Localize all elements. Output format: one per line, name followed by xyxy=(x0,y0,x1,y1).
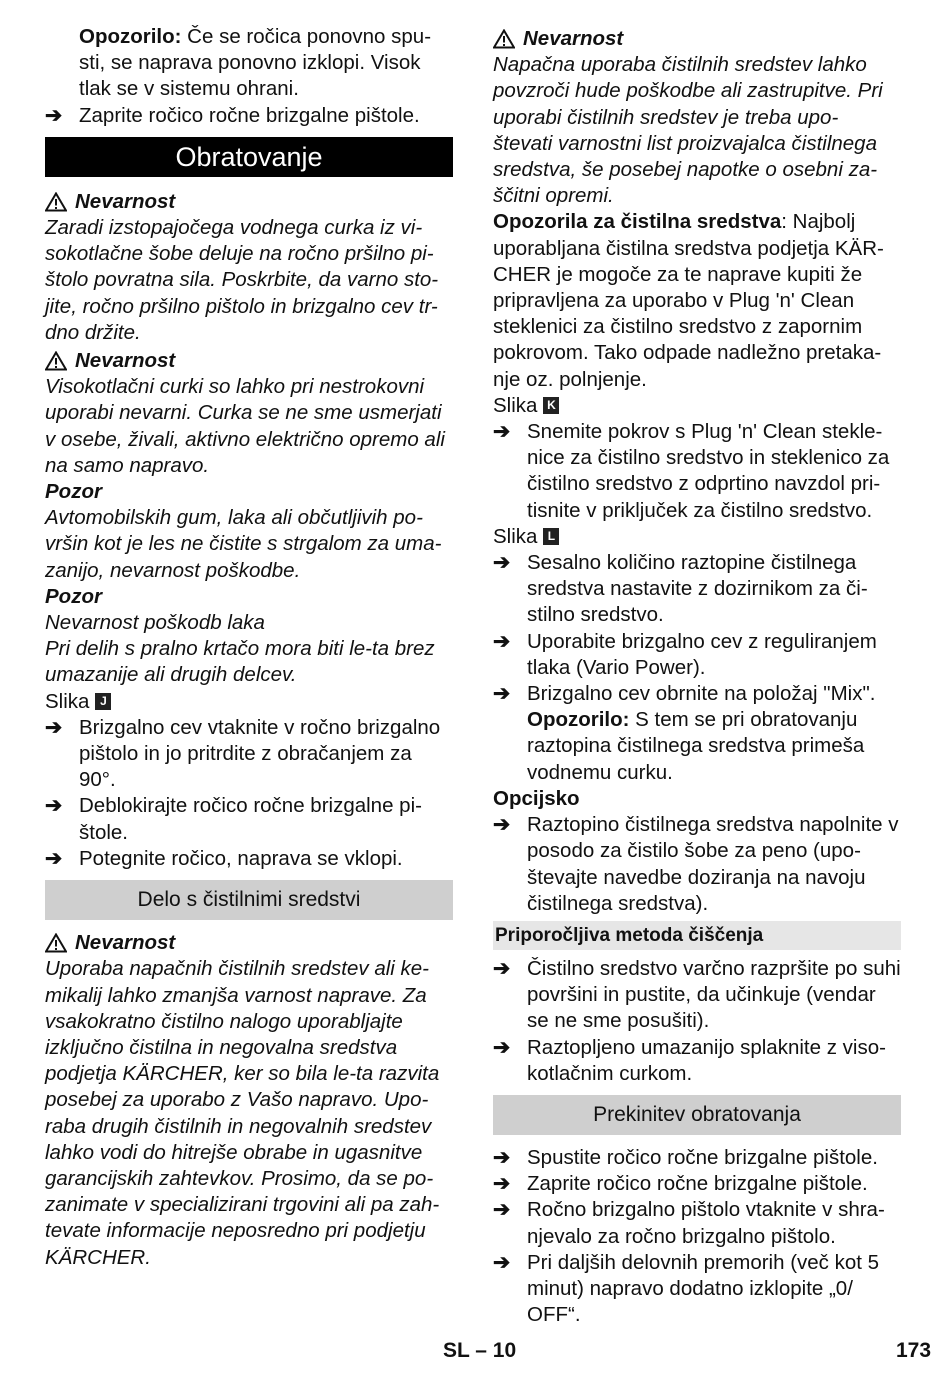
arrow-right-icon: ➔ xyxy=(493,1250,511,1274)
arrow-right-icon: ➔ xyxy=(493,551,511,575)
figure-reference: Slika L xyxy=(493,524,901,550)
warning-triangle-icon xyxy=(45,933,67,953)
arrow-right-icon: ➔ xyxy=(45,715,63,739)
warning-triangle-icon xyxy=(493,29,515,49)
caution-heading: Pozor xyxy=(45,480,102,504)
step-item: ➔ Uporabite brizgalno cev z reguliranjem tlaka (Vario Power). xyxy=(493,629,901,681)
caution-text: Nevarnost poškodb laka xyxy=(45,611,265,635)
step-item: ➔ Brizgalno cev vtaknite v ročno brizgalno pištolo in jo pritrdite z obračanjem za 90°. xyxy=(45,715,453,794)
step-item: ➔ Čistilno sredstvo varčno razpršite po suhi površini in pustite, da učinkuje (vendar se ne sme posušiti). xyxy=(493,956,901,1035)
danger-heading: Nevarnost xyxy=(493,26,901,52)
danger-heading: Nevarnost xyxy=(45,189,453,215)
caution-text: Pri delih s pralno krtačo mora biti le-ta brez umazanije ali drugih delcev. xyxy=(45,637,435,687)
arrow-right-icon: ➔ xyxy=(493,420,511,444)
figure-letter-badge: J xyxy=(95,693,111,710)
arrow-right-icon: ➔ xyxy=(45,794,63,818)
danger-heading: Nevarnost xyxy=(45,930,453,956)
detergent-note-label: Opozorila za čistilna sredstva xyxy=(493,210,782,234)
arrow-right-icon: ➔ xyxy=(493,956,511,980)
step-item: ➔ Brizgalno cev obrnite na položaj "Mix". xyxy=(493,681,901,707)
warning-triangle-icon xyxy=(45,351,67,371)
intro-note xyxy=(45,24,453,103)
mix-note-text: S tem se pri obratovanju raztopina čistilnega sredstva primeša vodnemu curku. xyxy=(527,708,865,784)
arrow-right-icon: ➔ xyxy=(493,813,511,837)
figure-letter-badge: K xyxy=(543,397,559,414)
step-item: ➔ Raztopino čistilnega sredstva napolnite v posodo za čistilo šobe za peno (upo- števajte navedbe doziranja na navoju čistilnega sredstva). xyxy=(493,812,901,917)
arrow-right-icon: ➔ xyxy=(493,1172,511,1196)
step-item: ➔ Sesalno količino raztopine čistilnega sredstva nastavite z dozirnikom za či- stilno sredstvo. xyxy=(493,550,901,629)
arrow-right-icon: ➔ xyxy=(493,1145,511,1169)
mix-note xyxy=(493,707,901,786)
step-item: ➔ Potegnite ročico, naprava se vklopi. xyxy=(45,846,453,872)
right-column xyxy=(493,24,901,1328)
page-number: 173 xyxy=(896,1339,932,1362)
optional-heading: Opcijsko xyxy=(493,786,580,810)
arrow-right-icon: ➔ xyxy=(493,1198,511,1222)
step-item: ➔ Zaprite ročico ročne brizgalne pištole. xyxy=(493,1171,901,1197)
intro-step: ➔ Zaprite ročico ročne brizgalne pištole. xyxy=(45,103,453,129)
danger-text: Visokotlačni curki so lahko pri nestrokovni uporabi nevarni. Curka se ne sme usmerjati v osebe, živali, aktivno električno opremo ali na samo napravo. xyxy=(45,375,445,477)
warning-triangle-icon xyxy=(45,192,67,212)
detergent-note xyxy=(493,209,901,392)
arrow-right-icon: ➔ xyxy=(493,1035,511,1059)
danger-text: Uporaba napačnih čistilnih sredstev ali ke- mikalij lahko zmanjša varnost naprave. Za vsakokratno čistilno nalogo uporabljajte izključno čistilna in negovalna sredstva podjetja KÄRCHER, ker so bila le-ta razvita posebej za uporabo z Vašo napravo. Upo- raba drugih čistilnih in negovalnih sredstev lahko vodi do hitrejše obrabe in ugasnitve garancijskih zahtevkov. Prosimo, da se po- zanimate v specializirani trgovini ali pa zah- tevate informacije neposredno pri podjetju KÄRCHER. xyxy=(45,957,440,1269)
figure-reference: Slika J xyxy=(45,689,453,715)
figure-reference: Slika K xyxy=(493,393,901,419)
arrow-right-icon: ➔ xyxy=(45,103,63,127)
intro-note-text: Če se ročica ponovno spu- sti, se naprava ponovno izklopi. Visok tlak se v sistemu ohrani. xyxy=(79,25,432,101)
arrow-right-icon: ➔ xyxy=(493,682,511,706)
figure-letter-badge: L xyxy=(543,528,559,545)
intro-note-label: Opozorilo: xyxy=(79,25,182,48)
arrow-right-icon: ➔ xyxy=(493,629,511,653)
left-column xyxy=(45,24,453,1271)
heading-stop-operation: Prekinitev obratovanja xyxy=(493,1095,901,1135)
heading-operation: Obratovanje xyxy=(45,137,453,177)
danger-text: Zaradi izstopajočega vodnega curka iz vi- sokotlačne šobe deluje na ročno pršilno pi- štolo povratna sila. Poskrbite, da varno sto- jite, ročno pršilno pištolo in brizgalno cev tr- dno držite. xyxy=(45,216,439,344)
step-item: ➔ Pri daljših delovnih premorih (več kot 5 minut) napravo dodatno izklopite „0/ OFF“. xyxy=(493,1250,901,1329)
heading-recommended-method: Priporočljiva metoda čiščenja xyxy=(493,921,901,950)
arrow-right-icon: ➔ xyxy=(45,846,63,870)
step-item: ➔ Deblokirajte ročico ročne brizgalne pi- štole. xyxy=(45,793,453,845)
caution-text: Avtomobilskih gum, laka ali občutljivih po- vršin kot je les ne čistite s strgalom za uma- zanijo, nevarnost poškodbe. xyxy=(45,506,442,582)
heading-detergents: Delo s čistilnimi sredstvi xyxy=(45,880,453,920)
danger-heading: Nevarnost xyxy=(45,348,453,374)
danger-text: Napačna uporaba čistilnih sredstev lahko povzroči hude poškodbe ali zastrupitve. Pri uporabi čistilnih sredstev je treba upo- števati varnostni list proizvajalca čistilnega sredstva, še posebej napotke o osebni za- ščitni opremi. xyxy=(493,53,883,208)
detergent-note-text: : Najbolj uporabljana čistilna sredstva podjetja KÄR- CHER je mogoče za te naprave kupiti že pripravljena za uporabo v Plug 'n' Clean steklenici za čistilno sredstvo z zapornim pokrovom. Tako odpade nadležno pretaka- nje oz. polnjenje. xyxy=(493,210,884,391)
step-item: ➔ Snemite pokrov s Plug 'n' Clean stekle- nice za čistilno sredstvo in steklenico za čistilno sredstvo z odprtino navzdol pri- tisnite v priključek za čistilno sredstvo. xyxy=(493,419,901,524)
step-item: ➔ Spustite ročico ročne brizgalne pištole. xyxy=(493,1145,901,1171)
step-item: ➔ Ročno brizgalno pištolo vtaknite v shra- njevalo za ročno brizgalno pištolo. xyxy=(493,1197,901,1249)
caution-heading: Pozor xyxy=(45,584,102,608)
step-item: ➔ Raztopljeno umazanijo splaknite z viso- kotlačnim curkom. xyxy=(493,1035,901,1087)
mix-note-label: Opozorilo: xyxy=(527,708,630,732)
footer-section: SL – 10 xyxy=(443,1339,517,1362)
